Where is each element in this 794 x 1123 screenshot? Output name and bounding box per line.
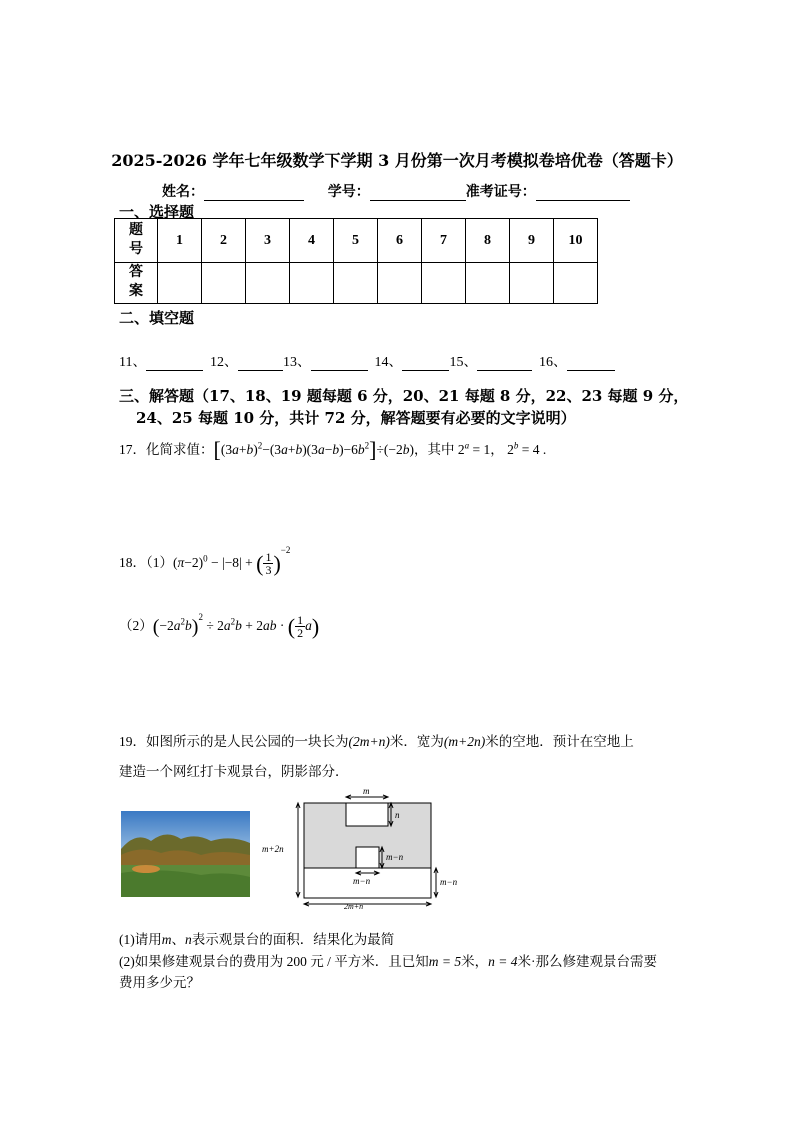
- name-blank: [204, 186, 304, 201]
- fill-item-label: 11、: [119, 355, 147, 370]
- section1-heading: 一、选择题: [119, 203, 195, 221]
- q19-width-expr: (m+2n): [443, 734, 486, 749]
- q18-part2-prefix: （2）: [119, 618, 153, 633]
- answer-number-cell: 10: [554, 219, 598, 263]
- row-label-answer-text: 答 案: [129, 265, 143, 299]
- cutout-top: [346, 803, 388, 826]
- q18-expression-1: $(\pi-2)^0 - |-8|$ + ( $\frac{1}{3}$ )$^{-2}$: [173, 545, 291, 578]
- exam-no-label: 准考证号：: [465, 184, 536, 200]
- q19-sub2: [119, 950, 657, 970]
- answer-cell[interactable]: [334, 263, 378, 304]
- cutout-middle: [356, 847, 379, 868]
- answer-cell[interactable]: [422, 263, 466, 304]
- label-m-minus-n-right: m−n: [386, 852, 404, 862]
- answer-cell[interactable]: [378, 263, 422, 304]
- q17-expression: $[(3a+b)^2-(3a+b)(3a-b)-6b^2]\div(-2b)$: [213, 437, 415, 462]
- q19-length-expr: (2m+n): [348, 734, 390, 749]
- answer-cell[interactable]: [510, 263, 554, 304]
- label-n: n: [395, 810, 400, 820]
- q18-expression-2: $(-2a^2b)^2 \div 2a^2b + 2ab$ · ( $\frac{1}{2}$ a): [152, 612, 320, 641]
- garden-figure: [256, 786, 466, 910]
- answer-cell[interactable]: [202, 263, 246, 304]
- question-17: [119, 437, 546, 463]
- question-19-line1: [119, 730, 634, 750]
- row-label-number: [115, 219, 158, 263]
- q19-sub2-text: 米，: [461, 954, 489, 969]
- name-label: 姓名：: [162, 184, 204, 200]
- q17-sep: ，: [490, 442, 504, 457]
- fill-blank-row: [119, 351, 615, 371]
- answer-cell[interactable]: [466, 263, 510, 304]
- q19-sub1-text: 表示观景台的面积．结果化为最简: [191, 932, 395, 947]
- answer-cell[interactable]: [554, 263, 598, 304]
- answer-number-cell: 6: [378, 219, 422, 263]
- answer-number-cell: 7: [422, 219, 466, 263]
- park-photo: [121, 811, 250, 897]
- q17-mid: ，其中: [414, 442, 455, 457]
- q19-sub1-text: 、: [171, 932, 185, 947]
- answer-cell[interactable]: [290, 263, 334, 304]
- q17-condition: $2^b = 4$ .: [503, 440, 547, 457]
- fill-item-label: 16、: [538, 355, 567, 370]
- var-n: n: [185, 932, 192, 947]
- section3-heading-line1: 三、解答题（17、18、19 题每题 6 分，20、21 每题 8 分，22、23 每题 9 分，: [119, 387, 689, 405]
- student-info-row: [162, 181, 630, 201]
- fill-item-label: 15、: [449, 355, 478, 370]
- label-m-minus-n-bottom: m−n: [353, 876, 371, 886]
- answer-number-cell: 3: [246, 219, 290, 263]
- row-label-number-text: 题 号: [129, 222, 143, 257]
- page-title: 2025-2026 学年七年级数学下学期 3 月份第一次月考模拟卷培优卷（答题卡）: [111, 151, 683, 170]
- question-18-part1: [119, 545, 290, 577]
- answer-number-cell: 4: [290, 219, 334, 263]
- answer-table: [114, 218, 598, 304]
- fill-blank[interactable]: [567, 356, 615, 371]
- fill-blank[interactable]: [477, 356, 532, 371]
- label-height: m+2n: [262, 844, 284, 854]
- answer-cell[interactable]: [158, 263, 202, 304]
- m-value: m = 5: [428, 954, 462, 969]
- label-m: m: [363, 786, 370, 796]
- q19-sub1-text: (1)请用: [119, 932, 162, 947]
- fill-blank[interactable]: [146, 356, 203, 371]
- answer-number-cell: 1: [158, 219, 202, 263]
- fill-item-label: 12、: [209, 355, 238, 370]
- answer-number-cell: 9: [510, 219, 554, 263]
- n-value: n = 4: [488, 954, 518, 969]
- label-width: 2m+n: [344, 902, 364, 910]
- answer-number-cell: 5: [334, 219, 378, 263]
- var-m: m: [161, 932, 172, 947]
- answer-number-cell: 8: [466, 219, 510, 263]
- question-18-part2: [119, 612, 319, 640]
- q17-condition: $2^a = 1$: [454, 440, 491, 457]
- q19-sub2-cont: 费用多少元？: [119, 975, 200, 990]
- student-id-blank: [370, 186, 466, 201]
- q19-sub2-text: 米·那么修建观景台需要: [517, 954, 657, 969]
- section3-heading-line2: 24、25 每题 10 分，共计 72 分，解答题要有必要的文字说明）: [136, 409, 576, 427]
- answer-cell[interactable]: [246, 263, 290, 304]
- fill-blank[interactable]: [311, 356, 368, 371]
- q19-text: 19．如图所示的是人民公园的一块长为: [119, 734, 349, 749]
- q19-sub1: [119, 928, 394, 948]
- q19-sub2-text: (2)如果修建观景台的费用为 200 元 / 平方米．且已知: [119, 954, 429, 969]
- label-m-minus-n-strip: m−n: [440, 877, 458, 887]
- q18-prefix: 18．（1）: [119, 555, 173, 570]
- fill-blank[interactable]: [402, 356, 449, 371]
- student-id-label: 学号：: [327, 184, 370, 200]
- fill-item-label: 14、: [374, 355, 403, 370]
- exam-no-blank: [536, 186, 630, 201]
- fill-blank[interactable]: [238, 356, 283, 371]
- fill-item-label: 13、: [282, 355, 311, 370]
- row-label-answer: [115, 263, 158, 304]
- section2-heading: 二、填空题: [119, 309, 195, 327]
- question-19-line2: 建造一个网红打卡观景台，阴影部分．: [119, 764, 349, 779]
- q19-text: 米的空地．预计在空地上: [485, 734, 634, 749]
- q19-text: 米．宽为: [389, 734, 444, 749]
- answer-number-cell: 2: [202, 219, 246, 263]
- q17-prefix: 17．化简求值：: [119, 442, 214, 457]
